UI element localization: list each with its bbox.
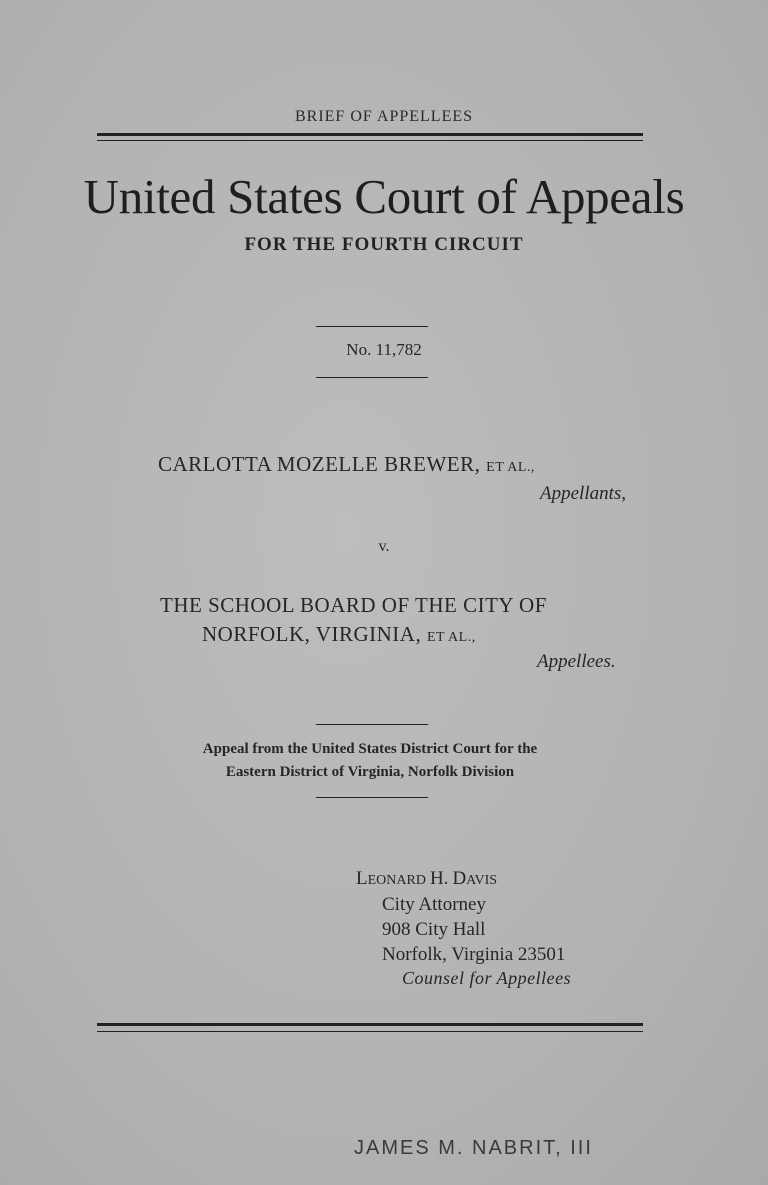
counsel-name: LEONARD H. DAVIS: [356, 868, 498, 889]
appellants-etal: ET AL.,: [486, 460, 535, 475]
appellees-role: Appellees.: [537, 651, 616, 672]
appellees-line2: [202, 622, 476, 647]
appeal-line1: Appeal from the United States District Court for the: [202, 741, 538, 757]
top-rule-thin: [97, 140, 643, 141]
appeal-line2: Eastern District of Virginia, Norfolk Division: [225, 764, 515, 780]
appellants-name: CARLOTTA MOZELLE BREWER,: [158, 452, 481, 476]
appellees-line1: THE SCHOOL BOARD OF THE CITY OF: [160, 593, 547, 617]
counsel-role: Counsel for Appellees: [402, 968, 572, 988]
court-name: United States Court of Appeals: [83, 169, 685, 224]
counsel-address1: 908 City Hall: [382, 919, 486, 940]
name-stamp: JAMES M. NABRIT, III: [354, 1137, 593, 1159]
appeal-rule-top: [316, 724, 428, 725]
brief-label: BRIEF OF APPELLEES: [294, 108, 474, 125]
case-number: No. 11,782: [346, 340, 422, 359]
bottom-rule-thin: [97, 1031, 643, 1032]
counsel-address2: Norfolk, Virginia 23501: [382, 944, 566, 965]
appellees-location: NORFOLK, VIRGINIA,: [202, 622, 422, 646]
versus: v.: [378, 538, 390, 555]
appellants-role: Appellants,: [540, 483, 627, 504]
circuit-name: FOR THE FOURTH CIRCUIT: [244, 234, 524, 255]
number-rule-top: [316, 326, 428, 327]
counsel-title: City Attorney: [382, 894, 486, 915]
appellants-line: [158, 452, 535, 477]
number-rule-bottom: [316, 377, 428, 378]
bottom-rule-thick: [97, 1023, 643, 1026]
appeal-rule-bottom: [316, 797, 428, 798]
top-rule-thick: [97, 133, 643, 136]
appellees-etal: ET AL.,: [426, 630, 476, 645]
